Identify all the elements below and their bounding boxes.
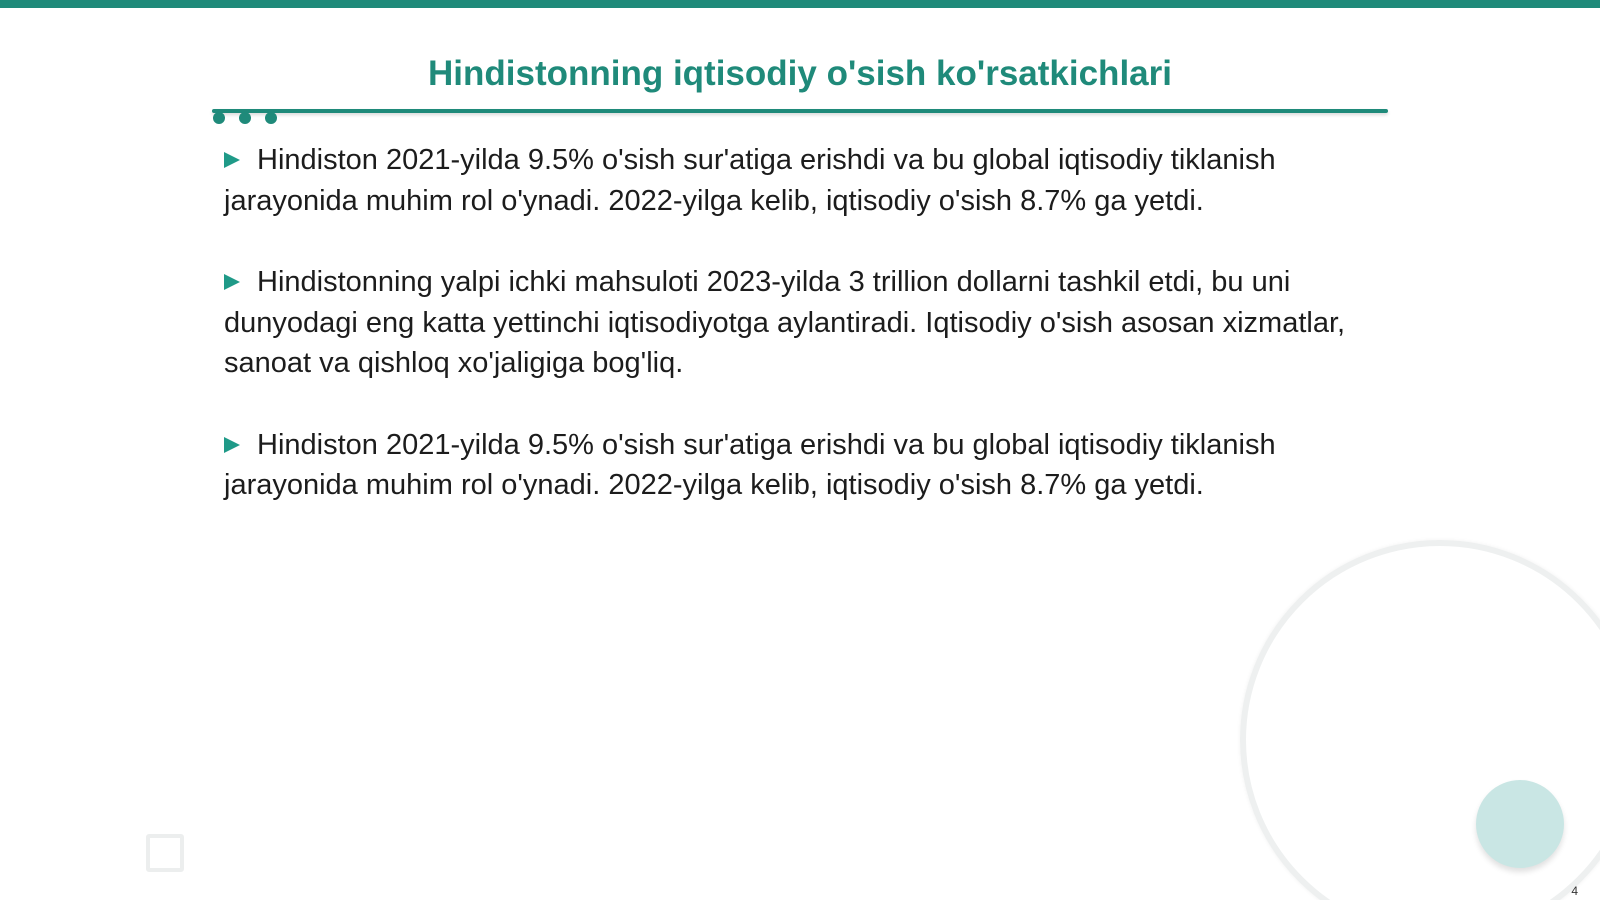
bullet-item xyxy=(224,425,1374,506)
slide-title: Hindistonning iqtisodiy o'sish ko'rsatkichlari xyxy=(428,54,1172,93)
decor-dot xyxy=(239,112,251,124)
triangle-right-icon xyxy=(224,437,240,453)
decor-circle-filled xyxy=(1476,780,1564,868)
bullet-text: Hindiston 2021-yilda 9.5% o'sish sur'atiga erishdi va bu global iqtisodiy tiklanish jarayonida muhim rol o'ynadi. 2022-yilga kelib, iqtisodiy o'sish 8.7% ga yetdi. xyxy=(224,144,1276,217)
decor-dot xyxy=(213,112,225,124)
title-underline xyxy=(212,109,1388,113)
triangle-right-icon xyxy=(224,274,240,290)
page-number: 4 xyxy=(1571,884,1578,898)
decor-square-outline xyxy=(146,834,184,872)
bullet-list xyxy=(224,140,1374,547)
bullet-item xyxy=(224,140,1374,221)
top-accent-bar xyxy=(0,0,1600,8)
decor-dot xyxy=(265,112,277,124)
bullet-text: Hindiston 2021-yilda 9.5% o'sish sur'atiga erishdi va bu global iqtisodiy tiklanish jarayonida muhim rol o'ynadi. 2022-yilga kelib, iqtisodiy o'sish 8.7% ga yetdi. xyxy=(224,428,1276,501)
bullet-text: Hindistonning yalpi ichki mahsuloti 2023-yilda 3 trillion dollarni tashkil etdi, bu uni dunyodagi eng katta yettinchi iqtisodiyotga aylantiradi. Iqtisodiy o'sish asosan xizmatlar, sanoat va qishloq xo'jaligiga bog'liq. xyxy=(224,266,1346,379)
bullet-item xyxy=(224,262,1374,384)
triangle-right-icon xyxy=(224,152,240,168)
